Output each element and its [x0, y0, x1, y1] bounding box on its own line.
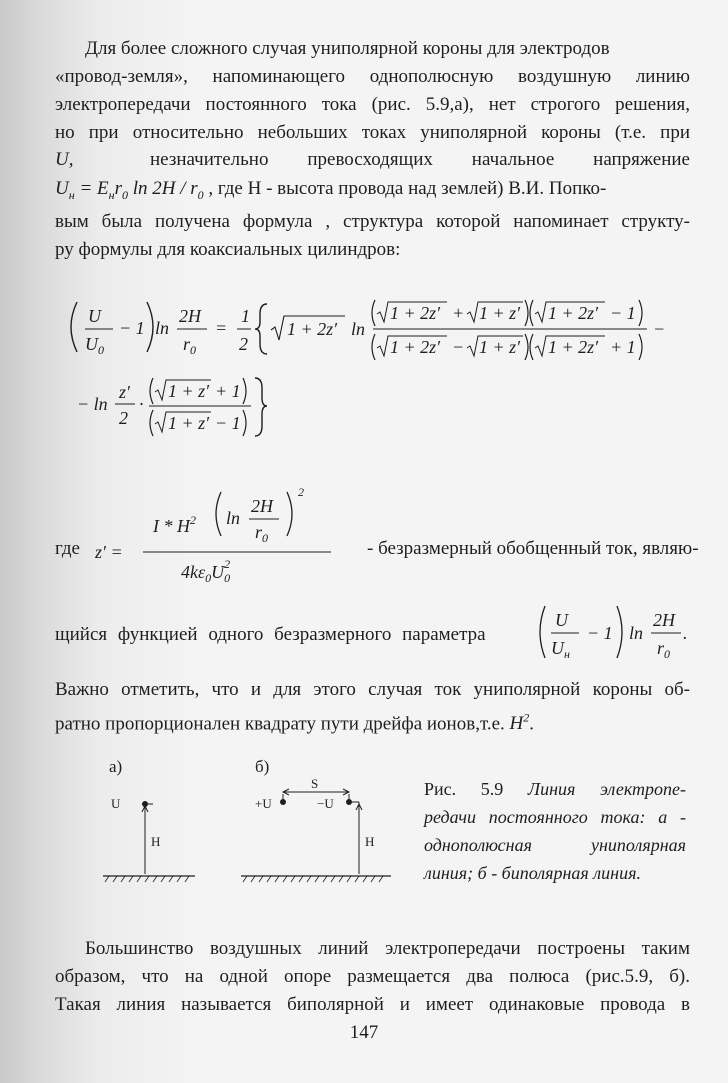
svg-text:z′: z′: [119, 382, 130, 402]
figure-caption-line3: однополюсная униполярная: [424, 835, 686, 855]
para1-line1: Для более сложного случая униполярной короны для электродов: [85, 38, 610, 59]
svg-text:1 + 2z′: 1 + 2z′: [390, 303, 441, 323]
h-squared: $H^2$: [509, 711, 530, 735]
svg-text:1 + 2z′: 1 + 2z′: [287, 319, 338, 339]
svg-text:.: .: [683, 623, 688, 643]
main-formula-svg: [55, 290, 690, 460]
para2: щийся функцией одного безразмерного параметра U $U_н$ − 1 ln 2H $r_0$ .: [55, 602, 690, 668]
figure-caption-line4: линия; б - биполярная линия.: [424, 863, 641, 883]
svg-text:U0: $U_0$: [85, 334, 104, 357]
para1-line6: $U_н = E_нr_0$ $\ln 2H / r_0$ , где H - высота провода над землей) В.И. Попко-: [55, 178, 607, 202]
onset-voltage-formula: $U_н = E_нr_0$ $\ln 2H / r_0$ ,: [55, 178, 214, 202]
svg-text:·: ·: [139, 394, 144, 414]
svg-text:1 + z′: 1 + z′: [479, 337, 521, 357]
svg-text:2: 2: [298, 485, 304, 499]
svg-text:1 + z′: 1 + z′: [479, 303, 521, 323]
para1-line8: ру формулы для коаксиальных цилиндров:: [55, 239, 401, 260]
svg-text:− 1: − 1: [119, 318, 145, 338]
figure-a-voltage: U: [111, 796, 121, 811]
svg-text:1 + 2z′: 1 + 2z′: [390, 337, 441, 357]
svg-text:=: =: [215, 318, 228, 338]
svg-text:U: U: [88, 306, 101, 326]
figure-b-voltage-negative: −U: [317, 796, 334, 811]
para1-line4: но при относительно небольших токах униполярной короны (т.е. при: [55, 122, 690, 143]
svg-text:1 + z′: 1 + z′: [168, 381, 210, 401]
para4-line2: образом, что на одной опоре размещается два полюса (рис.5.9, б).: [55, 966, 690, 987]
svg-text:ln: ln: [155, 318, 170, 338]
svg-text:+ 1: + 1: [610, 337, 636, 357]
param-formula-svg: [535, 602, 695, 668]
svg-text:2H: 2H: [251, 496, 273, 516]
para4-line1: Большинство воздушных линий электропередачи построены таким: [85, 938, 690, 959]
para1-line3: электропередачи постоянного тока (рис. 5.9,а), нет строгого решения,: [55, 94, 690, 115]
svg-text:+ 1: + 1: [215, 381, 241, 401]
svg-text:ln: ln: [351, 319, 366, 339]
svg-text:1 + 2z′: 1 + 2z′: [548, 337, 599, 357]
svg-text:− 1: − 1: [215, 413, 241, 433]
figure-b-spacing: S: [311, 776, 319, 791]
svg-text:r0: $r_0$: [657, 638, 671, 661]
svg-text:r0: $r_0$: [183, 334, 197, 357]
svg-text:1 + 2z′: 1 + 2z′: [548, 303, 599, 323]
figure-b-voltage-positive: +U: [255, 796, 272, 811]
svg-text:2: 2: [239, 334, 248, 354]
figure-caption: [424, 775, 686, 887]
para1-line2: «провод-земля», напоминающего однополюсную воздушную линию: [55, 66, 690, 87]
svg-text:2: 2: [119, 408, 128, 428]
svg-text:ln: ln: [629, 623, 644, 643]
figure-5-9: [95, 758, 415, 898]
z-formula-svg: [95, 482, 355, 592]
figure-b-height: H: [365, 834, 375, 849]
svg-text:U: U: [555, 610, 568, 630]
svg-text:4kε0U02: $4k\varepsilon_0U_02$: [181, 557, 231, 585]
figure-caption-line2: редачи постоянного тока: а -: [424, 807, 686, 827]
page-number: 147: [349, 1022, 379, 1043]
svg-text:− 1: − 1: [610, 303, 636, 323]
para3-line1: Важно отметить, что и для этого случая ток униполярной короны об-: [55, 679, 690, 700]
para1-line7: вым была получена формула , структура которой напоминает структу-: [55, 211, 690, 232]
main-formula: [55, 290, 690, 460]
svg-text:1: 1: [241, 306, 250, 326]
svg-text:2H: 2H: [653, 610, 675, 630]
para3-line2: ратно пропорционален квадрату пути дрейфа ионов,т.е. $H^2$.: [55, 711, 534, 735]
svg-text:−: −: [452, 337, 465, 357]
svg-text:−: −: [653, 319, 666, 339]
z-formula-line: где z′ = I * $H^2$ ln 2H $r_0$ 2 $4k\varepsilon_0U_02$ - безразмерный обобщенный ток, являю-: [55, 482, 690, 592]
svg-text:2H: 2H: [179, 306, 201, 326]
para1-line5: U, незначительно превосходящих начальное напряжение: [55, 149, 690, 170]
para4-line3: Такая линия называется биполярной и имеет одинаковые провода в: [55, 994, 690, 1015]
svg-text:ln: ln: [226, 508, 241, 528]
figure-a-height: H: [151, 834, 161, 849]
svg-text:− ln: − ln: [77, 394, 108, 414]
voltage-symbol: U,: [55, 149, 74, 170]
svg-text:r0: $r_0$: [255, 522, 269, 545]
figure-caption-line1: Рис. 5.9 Линия электропе-: [424, 779, 686, 799]
svg-text:+: +: [452, 303, 465, 323]
svg-text:z′ =: z′ =: [95, 542, 123, 562]
figure-label-a: а): [109, 758, 123, 776]
svg-text:I * H2: I * $H^2$: [153, 513, 196, 536]
svg-text:− 1: − 1: [587, 623, 613, 643]
svg-text:1 + z′: 1 + z′: [168, 413, 210, 433]
figure-drawing: [95, 758, 415, 898]
figure-label-b: б): [255, 758, 270, 776]
svg-text:Uн: $U_н$: [551, 638, 570, 661]
